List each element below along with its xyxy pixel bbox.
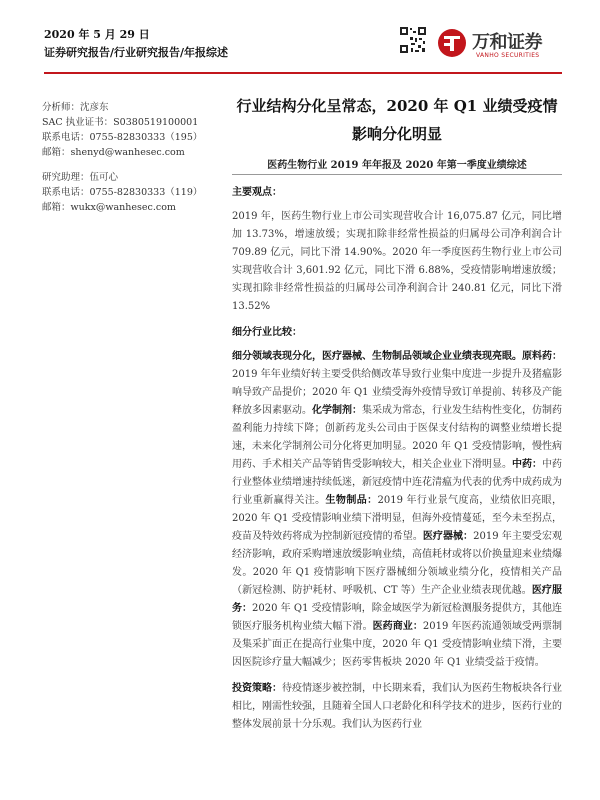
report-header [44,26,564,72]
analyst-name: 分析师：沈彦东 [42,102,109,113]
subtitle-divider [232,174,562,175]
analyst-email[interactable]: 邮箱：shenyd@wanhesec.com [42,147,185,158]
key-points-paragraph: 2019 年，医药生物行业上市公司实现营收合计 16,075.87 亿元，同比增加 13.73%，增速放缓；实现扣除非经常性损益的归属母公司净利润合计 709.89 亿元，同比下滑 14.90%。2020 年一季度医药生物行业上市公司实现营收合计 3,601.92 亿元，同比下滑 6.88%，受疫情影响增速放缓；实现扣除非经常性损益的归属母公司净利润合计 240.81 亿元，同比下滑 13.52% [232,211,562,312]
report-category: 证券研究报告/行业研究报告/年报综述 [44,46,229,59]
assistant-phone: 联系电话：0755-82830333（119） [42,187,203,198]
report-title: 行业结构分化呈常态，2020 年 Q1 业绩受疫情 影响分化明显 [236,97,558,143]
brand-name-en: VANHO SECURITIES [476,52,540,59]
subsector-paragraph: 细分领域表现分化，医疗器械、生物制品领域企业业绩表现亮眼。原料药：2019 年年业绩好转主要受供给侧改革导致行业集中度进一步提升及猪瘟影响导致产品提价；2020 年 Q1 业绩受海外疫情导致订单提前、转移及产能释放多因素驱动。化学制剂：集采成为常态，行业发生结构性变化，仿制药盈利能力持续下降；创新药龙头公司由于医保支付结构的调整业绩增长提速，未来化学制剂公司分化将更加明显。2020 年 Q1 受疫情影响，慢性病用药、手术相关产品等销售受影响较大，相关企业业下滑明显。中药：中药行业整体业绩增速持续低迷，新冠疫情中连花清瘟为代表的优秀中成药成为行业重新赢得关注。生物制品：2019 年行业景气度高，业绩依旧亮眼，2020 年 Q1 受疫情影响业绩下滑明显，但海外疫情蔓延，至今未至拐点，疫苗及特效药将成为控制新冠疫情的希望。医疗器械：2019 年主要受宏观经济影响，政府采购增速放缓影响业绩，高值耗材或将以价换量迎来业绩爆发。2020 年 Q1 疫情影响下医疗器械细分领域业绩分化，疫情相关产品（新冠检测、防护耗材、呼吸机、CT 等）生产企业业绩表现优越。医疗服务：2020 年 Q1 受疫情影响，除金域医学为新冠检测服务提供方，其他连锁医疗服务机构业绩大幅下滑。医药商业：2019 年医药流通领域受两票制及集采扩面正在提高行业集中度，2020 年 Q1 受疫情影响业绩下滑，主要因医院诊疗量大幅减少；医药零售板块 2020 年 Q1 业绩受益于疫情。 [232,351,563,668]
assistant-name: 研究助理：伍可心 [42,172,119,183]
investment-strategy: 投资策略：待疫情逐步被控制，中长期来看，我们认为医药生物板块各行业相比，刚需性较强，且随着全国人口老龄化和科学技术的进步，医药行业的整体发展前景十分乐观。我们认为医药行业 [232,683,562,730]
subsector-heading: 细分行业比较： [232,327,302,338]
assistant-email[interactable]: 邮箱：wukx@wanhesec.com [42,202,176,213]
key-points-heading: 主要观点： [232,187,282,198]
analyst-sac: SAC 执业证书：S0380519100001 [42,117,199,128]
analyst-info [42,100,222,215]
vanho-logo-icon [437,28,467,58]
qr-code-icon [399,26,427,54]
report-date: 2020 年 5 月 29 日 [44,28,150,41]
analyst-phone: 联系电话：0755-82830333（195） [42,132,203,143]
brand-name: 万和证券 [472,32,542,53]
report-body [232,184,562,742]
report-subtitle: 医药生物行业 2019 年年报及 2020 年第一季度业绩综述 [267,160,527,171]
header-divider [44,72,562,74]
